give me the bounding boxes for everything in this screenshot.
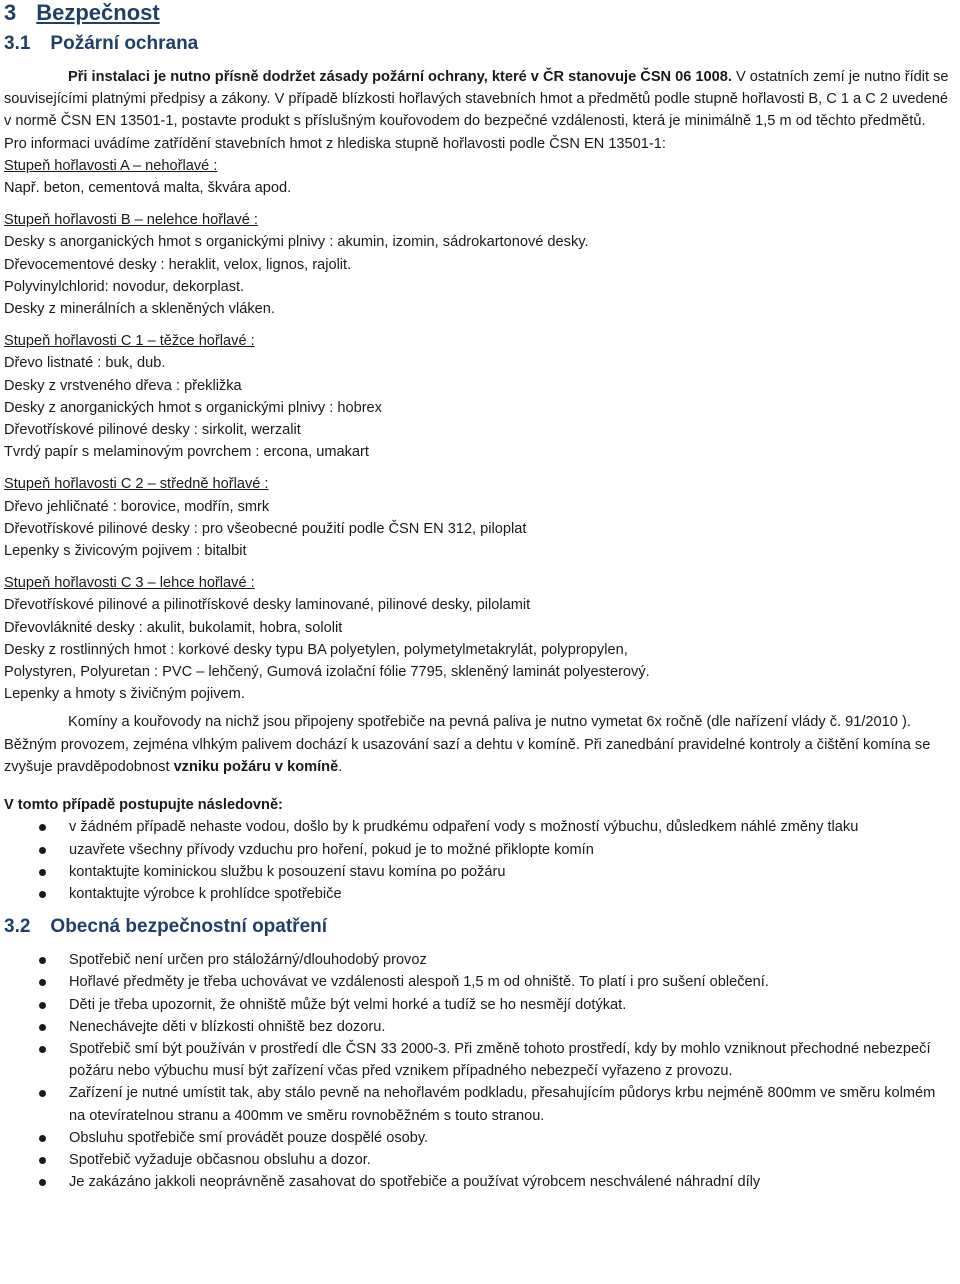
list-item: v žádném případě nehaste vodou, došlo by k prudkému odpaření vody s možností výbuchu, důsledkem náhlé změny tlaku xyxy=(4,816,950,838)
list-item: Spotřebič vyžaduje občasnou obsluhu a dozor. xyxy=(4,1149,950,1171)
group-heading: Stupeň hořlavosti B – nelehce hořlavé : xyxy=(4,212,258,229)
group-item: Polyvinylchlorid: novodur, dekorplast. xyxy=(4,278,245,295)
flammability-group-c2 xyxy=(4,473,950,562)
flammability-group-c3 xyxy=(4,572,950,705)
section-number: 3.1 xyxy=(4,33,31,54)
group-item: Desky z vrstveného dřeva : překližka xyxy=(4,377,242,394)
group-item: Dřevo listnaté : buk, dub. xyxy=(4,355,166,372)
list-item: Děti je třeba upozornit, že ohniště může být velmi horké a tudíž se ho nesmějí dotýkat. xyxy=(4,994,950,1016)
bullet-icon xyxy=(39,869,46,876)
list-item: Obsluhu spotřebiče smí provádět pouze dospělé osoby. xyxy=(4,1127,950,1149)
section-title: Obecná bezpečnostní opatření xyxy=(50,916,328,938)
section-title: Požární ochrana xyxy=(50,33,199,54)
safety-list xyxy=(4,949,950,1193)
bullet-icon xyxy=(39,824,46,831)
group-heading: Stupeň hořlavosti A – nehořlavé : xyxy=(4,157,218,174)
group-item: Lepenky a hmoty s živičným pojivem. xyxy=(4,686,245,703)
section-3-2-heading xyxy=(4,915,950,939)
list-item: Spotřebič smí být používán v prostředí dle ČSN 33 2000-3. Při změně tohoto prostředí, kdy by mohlo vzniknout přechodné nebezpečí požáru nebo výbuchu musí být zařízení včas před vznikem případného nebezpečí vyřazeno z provozu. xyxy=(4,1038,950,1082)
group-item: Dřevovláknité desky : akulit, bukolamit, hobra, sololit xyxy=(4,619,343,636)
bullet-icon xyxy=(39,1179,46,1186)
group-item: Tvrdý papír s melaminovým povrchem : ercona, umakart xyxy=(4,444,369,461)
procedure-heading: V tomto případě postupujte následovně: xyxy=(4,797,283,814)
group-item: Lepenky s živicovým pojivem : bitalbit xyxy=(4,543,247,560)
bullet-icon xyxy=(39,1046,46,1053)
group-heading: Stupeň hořlavosti C 1 – těžce hořlavé : xyxy=(4,333,255,350)
flammability-group-a xyxy=(4,155,950,199)
intro-paragraph xyxy=(4,66,950,155)
section-3-heading xyxy=(4,0,950,26)
intro-bold: Při instalaci je nutno přísně dodržet zásady požární ochrany, které v ČR stanovuje ČSN 06 1008. xyxy=(68,69,732,85)
list-item: Hořlavé předměty je třeba uchovávat ve vzdálenosti alespoň 1,5 m od ohniště. To platí i pro sušení oblečení. xyxy=(4,971,950,993)
list-item: kontaktujte kominickou službu k posouzení stavu komína po požáru xyxy=(4,861,950,883)
group-item: Desky z anorganických hmot s organickými plnivy : hobrex xyxy=(4,399,382,416)
group-heading: Stupeň hořlavosti C 2 – středně hořlavé : xyxy=(4,476,269,493)
section-title: Bezpečnost xyxy=(36,0,160,25)
bullet-icon xyxy=(39,891,46,898)
group-item: Dřevotřískové pilinové desky : sirkolit, werzalit xyxy=(4,422,301,439)
group-item: Dřevotřískové pilinové desky : pro všeobecné použití podle ČSN EN 312, piloplat xyxy=(4,520,527,537)
group-item: Polystyren, Polyuretan : PVC – lehčený, Gumová izolační fólie 7795, skleněný laminát polyesterový. xyxy=(4,664,650,681)
bullet-icon xyxy=(39,1002,46,1009)
flammability-group-c1 xyxy=(4,330,950,463)
list-item: uzavřete všechny přívody vzduchu pro hoření, pokud je to možné přiklopte komín xyxy=(4,839,950,861)
flammability-group-b xyxy=(4,209,950,320)
group-item: Dřevotřískové pilinové a pilinotřískové desky laminované, pilinové desky, pilolamit xyxy=(4,597,531,614)
section-number: 3 xyxy=(4,0,17,25)
bullet-icon xyxy=(39,1157,46,1164)
chimney-paragraph xyxy=(4,711,950,778)
bullet-icon xyxy=(39,1024,46,1031)
bullet-icon xyxy=(39,1135,46,1142)
bullet-icon xyxy=(39,979,46,986)
procedure-list xyxy=(4,816,950,905)
group-item: Dřevo jehličnaté : borovice, modřín, smrk xyxy=(4,498,270,515)
group-item: Např. beton, cementová malta, škvára apod. xyxy=(4,180,292,197)
list-item: Je zakázáno jakkoli neoprávněně zasahovat do spotřebiče a používat výrobcem neschválené náhradní díly xyxy=(4,1171,950,1193)
group-item: Desky z rostlinných hmot : korkové desky typu BA polyetylen, polymetylmetakrylát, polypropylen, xyxy=(4,641,628,658)
chimney-text: Komíny a kouřovody na nichž jsou připojeny spotřebiče na pevná paliva je nutno vymetat 6x ročně (dle nařízení vlády č. 91/2010 ). Běžným provozem, zejména vlhkým palivem dochází k usazování sazí a dehtu v komíně. Při zanedbání pravidelné kontroly a čištění komína se zvyšuje pravděpodobnost xyxy=(4,714,931,775)
section-3-1-heading xyxy=(4,32,950,56)
group-item: Desky z minerálních a skleněných vláken. xyxy=(4,301,275,318)
bullet-icon xyxy=(39,957,46,964)
section-number: 3.2 xyxy=(4,916,31,938)
group-item: Dřevocementové desky : heraklit, velox, lignos, rajolit. xyxy=(4,256,352,273)
list-item: Zařízení je nutné umístit tak, aby stálo pevně na nehořlavém podkladu, přesahujícím půdorys krbu nejméně 800mm ve směru kolmém na otevíratelnou stranu a 400mm ve směru rovnoběžném s touto stranou. xyxy=(4,1082,950,1126)
bullet-icon xyxy=(39,1090,46,1097)
list-item: Spotřebič není určen pro stáložárný/dlouhodobý provoz xyxy=(4,949,950,971)
chimney-bold: vzniku požáru v komíně xyxy=(173,758,339,775)
list-item: kontaktujte výrobce k prohlídce spotřebiče xyxy=(4,883,950,905)
group-item: Desky s anorganických hmot s organickými plnivy : akumin, izomin, sádrokartonové desky. xyxy=(4,234,589,251)
group-heading: Stupeň hořlavosti C 3 – lehce hořlavé : xyxy=(4,575,255,592)
list-item: Nenechávejte děti v blízkosti ohniště bez dozoru. xyxy=(4,1016,950,1038)
bullet-icon xyxy=(39,847,46,854)
intro-text: V ostatních zemí je nutno řídit se souvisejícími platnými předpisy a zákony. V případě blízkosti hořlavých stavebních hmot a předmětů podle stupně hořlavosti B, C 1 a C 2 uvedené v normě ČSN EN 13501-1, postavte produkt s příslušným kouřovodem do bezpečné vzdálenosti, která je minimálně 1,5 m od těchto předmětů. Pro informaci uvádíme zatřídění stavebních hmot z hlediska stupně hořlavosti podle ČSN EN 13501-1: xyxy=(4,69,949,152)
chimney-end: . xyxy=(338,758,343,775)
